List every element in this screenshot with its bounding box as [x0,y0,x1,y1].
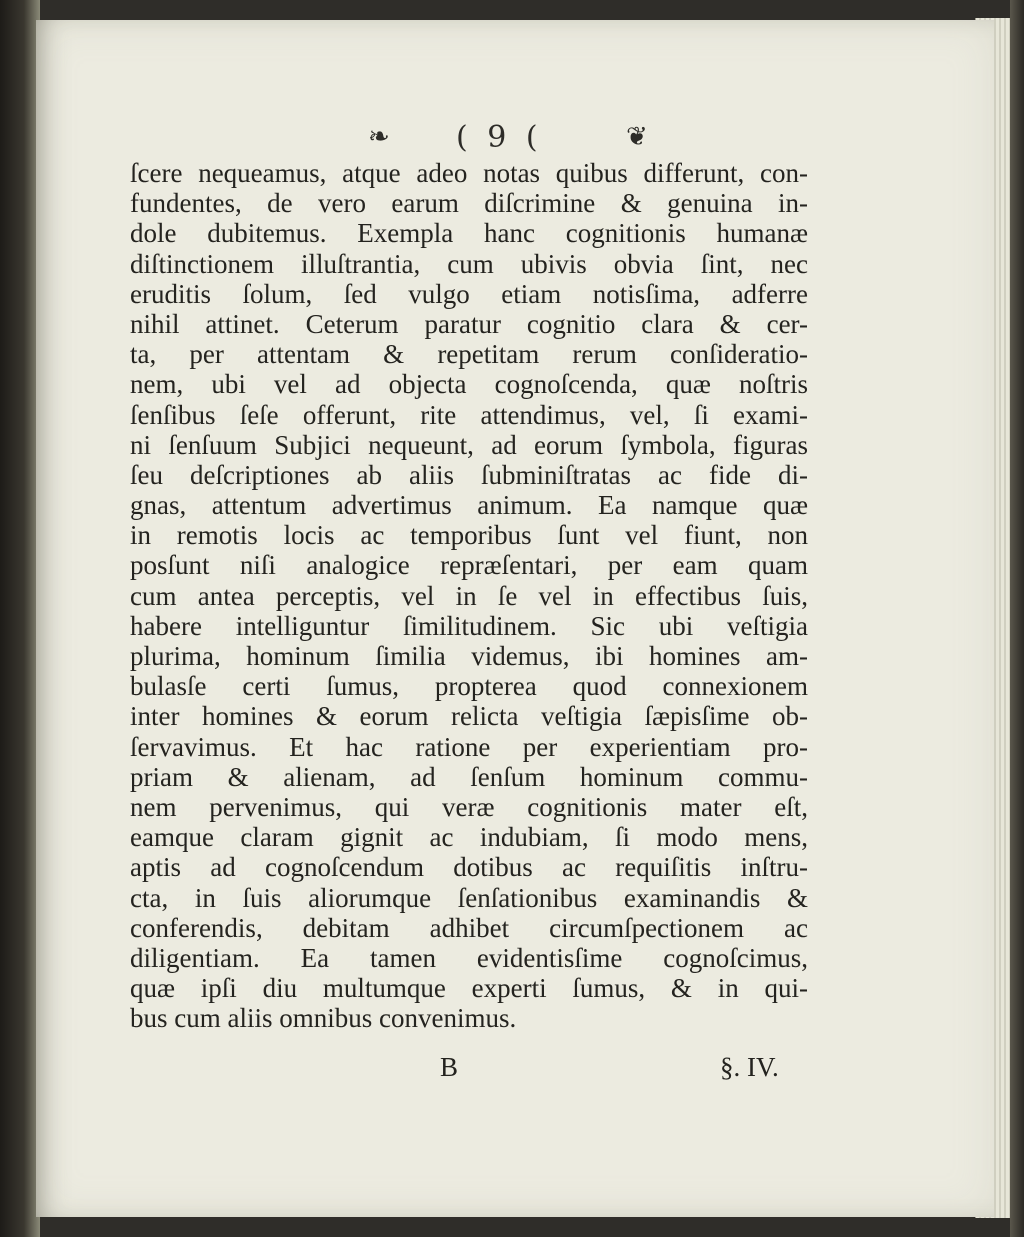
text-line: conferendis, debitam adhibet circumſpectionem ac [130,912,808,943]
signature-mark: B [440,1052,459,1082]
text-line: gnas, attentum advertimus animum. Ea namque quæ [130,490,808,521]
text-line: ſeu deſcriptiones ab aliis ſubminiſtratas ac fide di- [130,459,808,490]
text-line: ta, per attentam & repetitam rerum conſideratio- [130,339,808,370]
body-text [130,158,808,1033]
text-line: habere intelliguntur ſimilitudinem. Sic ubi veſtigia [130,610,808,641]
text-line: ni ſenſuum Subjici nequeunt, ad eorum ſymbola, figuras [130,429,808,460]
text-line: diligentiam. Ea tamen evidentisſime cognoſcimus, [130,942,808,973]
text-line: ſenſibus ſeſe offerunt, rite attendimus, vel, ſi exami- [130,399,808,430]
text-line: posſunt niſi analogice repræſentari, per eam quam [130,550,808,581]
text-line: inter homines & eorum relicta veſtigia ſæpisſime ob- [130,701,808,732]
text-line: quæ ipſi diu multumque experti ſumus, & in qui- [130,973,808,1004]
text-line: eamque claram gignit ac indubiam, ſi modo mens, [130,822,808,853]
catchword: §. IV. [720,1052,779,1082]
left-ornament-icon: ❧ [368,122,388,152]
text-line: cum antea perceptis, vel in ſe vel in effectibus ſuis, [130,580,808,611]
text-line: aptis ad cognoſcendum dotibus ac requiſitis inſtru- [130,852,808,883]
text-line: diſtinctionem illuſtrantia, cum ubivis obvia ſint, nec [130,248,808,279]
running-head [356,116,696,160]
text-line: plurima, hominum ſimilia videmus, ibi homines am- [130,641,808,671]
text-line-last: bus cum aliis omnibus convenimus. [130,1003,517,1034]
text-line: cta, in ſuis aliorumque ſenſationibus examinandis & [130,882,808,913]
text-line: nem pervenimus, qui veræ cognitionis mater eſt, [130,791,808,822]
cover-edge [1010,0,1024,1237]
text-line: nem, ubi vel ad objecta cognoſcenda, quæ noſtris [130,369,808,400]
right-ornament-icon: ❦ [626,122,648,152]
text-line: dole dubitemus. Exempla hanc cognitionis humanæ [130,218,808,249]
text-line: ſcere nequeamus, atque adeo notas quibus differunt, con- [130,158,808,188]
text-line: ſervavimus. Et hac ratione per experientiam pro- [130,731,808,762]
page-number: ( 9 ( [456,120,538,155]
book-binding [0,0,40,1237]
text-line: priam & alienam, ad ſenſum hominum commu- [130,761,808,792]
text-line: fundentes, de vero earum diſcrimine & genuina in- [130,188,808,219]
text-line: bulasſe certi ſumus, propterea quod connexionem [130,671,808,702]
text-line: eruditis ſolum, ſed vulgo etiam notisſima, adferre [130,278,808,309]
text-line: nihil attinet. Ceterum paratur cognitio clara & cer- [130,308,808,339]
text-line: in remotis locis ac temporibus ſunt vel fiunt, non [130,520,808,551]
